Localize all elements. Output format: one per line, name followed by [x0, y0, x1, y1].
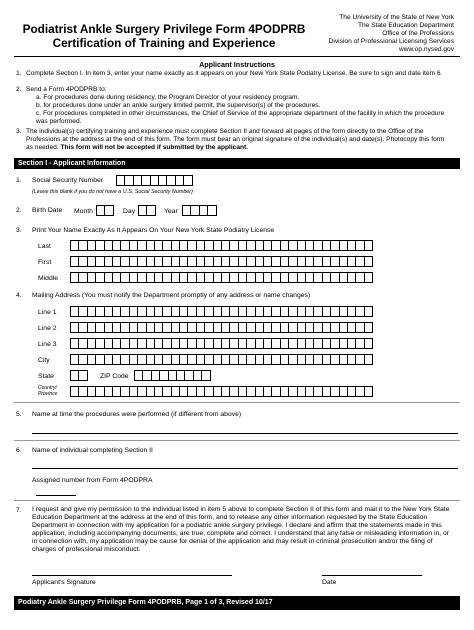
- instruction-2: [16, 86, 446, 94]
- agency-line: www.op.nysed.gov: [399, 46, 454, 53]
- year-label: Year: [164, 208, 178, 215]
- province-label: Province: [38, 391, 58, 397]
- city-label: City: [38, 357, 50, 364]
- instruction-2b: b. for procedures done under an ankle surgery limited permit, the supervisor(s) of the procedures.: [36, 102, 321, 109]
- instruction-3-number: 3.: [16, 128, 22, 135]
- country-label: Country/: [38, 385, 57, 391]
- instruction-2a: a. For procedures done during residency, the Program Director of your residency program.: [36, 94, 300, 101]
- address-line-1-label: Line 1: [38, 309, 57, 316]
- instruction-2c: c. For procedures completed in other circumstances, the Chief of Service of the appropriate department of the facility in which the procedure was performed.: [36, 110, 445, 125]
- q1-number: 1.: [16, 177, 22, 184]
- section2-completer-line[interactable]: [32, 468, 458, 469]
- divider: [14, 440, 460, 441]
- signature-label: Applicant's Signature: [32, 579, 96, 586]
- date-line[interactable]: [322, 575, 422, 576]
- q5-number: 5.: [16, 411, 22, 418]
- ssn-note: (Leave this blank if you do not have a U.S. Social Security Number): [32, 189, 193, 195]
- divider: [14, 56, 460, 57]
- q4-number: 4.: [16, 292, 22, 299]
- q6-number: 6.: [16, 447, 22, 454]
- address-line-2-label: Line 2: [38, 325, 57, 332]
- last-name-field[interactable]: [70, 240, 372, 251]
- title-line-2: Certification of Training and Experience: [52, 36, 276, 50]
- first-name-label: First: [38, 259, 52, 266]
- ssn-field[interactable]: [116, 175, 192, 186]
- month-label: Month: [74, 208, 93, 215]
- zip-label: ZIP Code: [100, 373, 129, 380]
- birth-year-field[interactable]: [182, 205, 216, 216]
- license-name-label: Print Your Name Exactly As It Appears On Your New York State Podiatry License: [32, 227, 275, 234]
- instruction-3-text: The individual(s) certifying training and experience must complete Section II and forward all pages of the form directly to the Office of the Professions at the address at the end of this form. The form must bear an original signature of the individual(s) and date(s). Photocopy this form as needed.: [26, 128, 445, 151]
- state-field[interactable]: [70, 370, 87, 381]
- instruction-3-warning: This form will not be accepted if submitted by the applicant.: [60, 144, 249, 151]
- divider: [14, 402, 460, 403]
- address-line-3-field[interactable]: [70, 338, 372, 349]
- assigned-number-line[interactable]: [36, 495, 76, 496]
- q7-number: 7.: [16, 507, 22, 514]
- last-name-label: Last: [38, 243, 51, 250]
- date-label: Date: [322, 579, 337, 586]
- q3-number: 3.: [16, 227, 22, 234]
- day-label: Day: [123, 208, 136, 215]
- form-title: [14, 22, 314, 50]
- instructions-title: Applicant Instructions: [199, 60, 275, 69]
- instruction-1: [16, 70, 446, 78]
- agency-line: The State Education Department: [357, 22, 454, 29]
- mailing-address-label: Mailing Address (You must notify the Department promptly of any address or name changes): [32, 292, 311, 299]
- birth-month-field[interactable]: [96, 205, 113, 216]
- address-line-2-field[interactable]: [70, 322, 372, 333]
- zip-field[interactable]: [134, 370, 210, 381]
- section2-completer-label: Name of individual completing Section II: [32, 447, 153, 454]
- section-1-header: Section I - Applicant Information: [14, 158, 460, 169]
- title-line-1: Podiatrist Ankle Surgery Privilege Form 4PODPRB: [22, 22, 306, 36]
- assigned-number-label: Assigned number from Form 4PODPRA: [32, 477, 153, 484]
- birth-day-field[interactable]: [138, 205, 155, 216]
- instruction-1-number: 1.: [16, 70, 22, 77]
- instruction-2-number: 2.: [16, 86, 22, 93]
- procedure-name-line[interactable]: [32, 433, 458, 434]
- middle-name-label: Middle: [38, 275, 59, 282]
- page-footer: Podiatry Ankle Surgery Privilege Form 4PODPRB, Page 1 of 3, Revised 10/17: [14, 596, 460, 610]
- first-name-field[interactable]: [70, 256, 372, 267]
- country-field[interactable]: [70, 386, 372, 397]
- address-line-1-field[interactable]: [70, 306, 372, 317]
- agency-block: [304, 14, 454, 54]
- signature-line[interactable]: [32, 575, 232, 576]
- address-line-3-label: Line 3: [38, 341, 57, 348]
- city-field[interactable]: [70, 354, 372, 365]
- birth-date-label: Birth Date: [32, 207, 63, 214]
- instruction-3: [16, 128, 446, 152]
- agency-line: Office of the Professions: [382, 30, 454, 37]
- q2-number: 2.: [16, 207, 22, 214]
- middle-name-field[interactable]: [70, 272, 372, 283]
- instruction-1-text: Complete Section I. In item 3, enter your name exactly as it appears on your New York State Podiatry License. Be sure to sign and date item 6.: [26, 70, 443, 77]
- state-label: State: [38, 373, 54, 380]
- agency-line: The University of the State of New York: [339, 14, 454, 21]
- procedure-name-label: Name at time the procedures were performed (if different from above): [32, 411, 242, 418]
- ssn-label: Social Security Number: [32, 177, 104, 184]
- agency-line: Division of Professional Licensing Services: [328, 38, 454, 45]
- consent-statement: I request and give my permission to the individual listed in item 5 above to complete Section II of this form and mail it to the New York State Education Department at the address at the end of this form, and to release any other information requested by the State Education Department in connection with my application for a podiatric ankle surgery privilege. I declare and affirm that the statements made in this application, including accompanying documents, are true, complete and correct. I understand that any false or misleading information in, or in connection with, my application may be cause for denial of the application and may result in criminal prosecution and/or the filing of charges of professional misconduct.: [32, 506, 450, 554]
- divider: [14, 500, 460, 501]
- instruction-2-text: Send a Form 4PODPRB to:: [26, 86, 107, 93]
